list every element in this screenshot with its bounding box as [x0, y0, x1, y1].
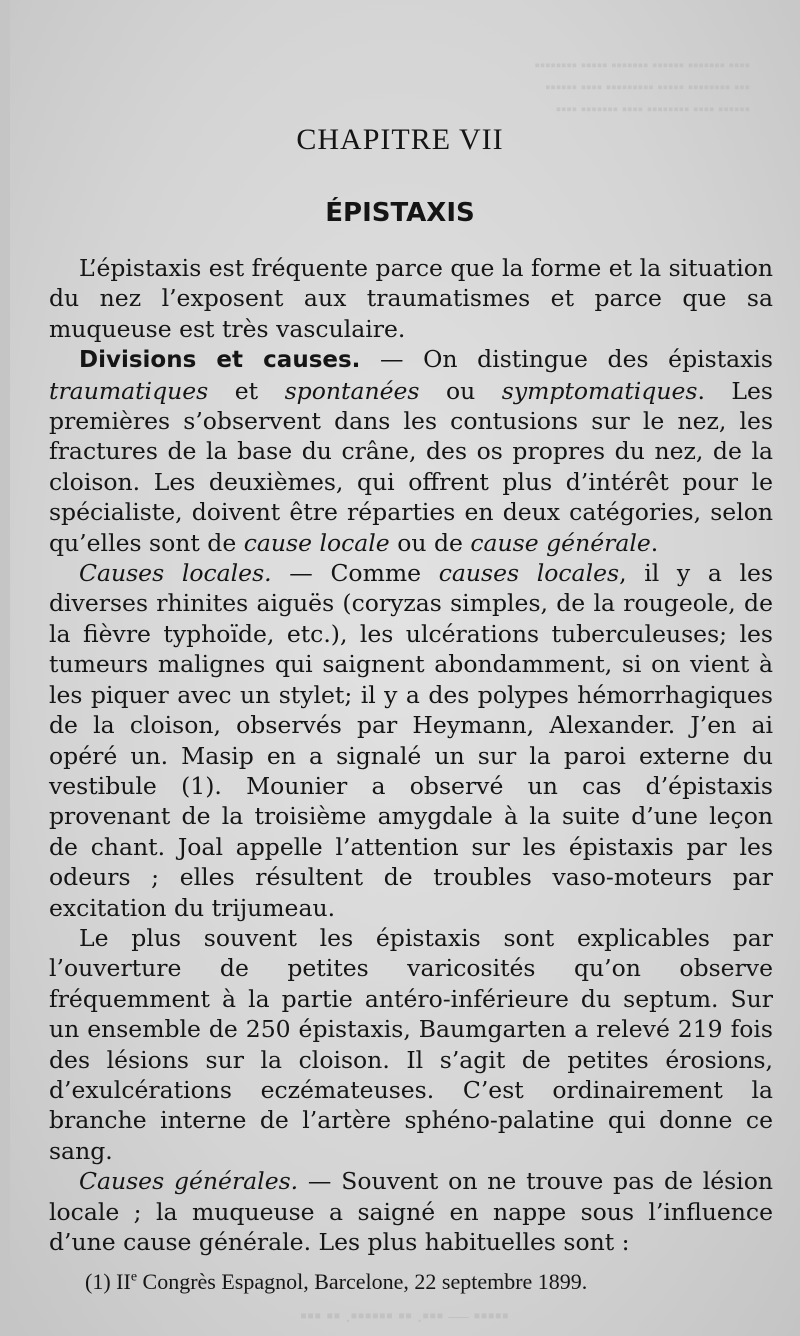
bleed-through-text: ▪▪▪▪ ▪▪▪▪▪▪▪ ▪▪▪▪▪▪ ▪▪▪▪▪▪▪ ▪▪▪▪▪ ▪▪▪▪▪▪▪▪ ▪▪▪ ▪▪▪▪▪▪▪▪ ▪▪▪▪▪ ▪▪▪▪▪▪▪▪▪ ▪▪▪▪ ▪▪▪▪▪▪ ▪▪▪▪▪▪ ▪▪▪▪ ▪▪▪▪▪▪▪▪ ▪▪▪▪ ▪▪▪▪▪▪▪ ▪▪▪▪ [534, 58, 750, 118]
run-in-heading: Causes générales. [79, 1167, 299, 1196]
chapter-heading: CHAPITRE VII [296, 123, 504, 156]
run-in-heading: Causes locales. [79, 559, 272, 588]
run-in-heading: Divisions et causes. [79, 347, 361, 374]
paragraph-causes-generales: Causes générales. — Souvent on ne trouve pas de lésion locale ; la muqueuse a saigné en nappe sous l’influence d’une cause générale. Les plus habituelles sont : [49, 1167, 773, 1256]
paragraph-plus-souvent: Le plus souvent les épistaxis sont explicables par l’ouverture de petites varicosités qu’on observe fréquemment à la partie antéro-inférieure du septum. Sur un ensemble de 250 épistaxis, Baumgarten a relevé 219 fois des lésions sur la cloison. Il s’agit de petites érosions, d’exulcérations eczémateuses. C’est ordinairement la branche interne de l’artère sphéno-palatine qui donne ce sang. [49, 923, 773, 1165]
paragraph-causes-locales: Causes locales. — Comme causes locales, il y a les diverses rhinites aiguës (coryzas simples, de la rougeole, de la fièvre typhoïde, etc.), les ulcérations tuberculeuses; les tumeurs malignes qui saignent abondamment, si on vient à les piquer avec un stylet; il y a des polypes hémorrhagiques de la cloison, observés par Heymann, Alexander. J’en ai opéré un. Masip en a signalé un sur la paroi externe du vestibule (1). Mounier a observé un cas d’épistaxis provenant de la troisième amygdale à la suite d’une leçon de chant. Joal appelle l’attention sur les épistaxis par les odeurs ; elles résultent de troubles vaso-moteurs par excitation du trijumeau. [49, 559, 773, 922]
footnote: (1) IIe Congrès Espagnol, Barcelone, 22 septembre 1899. [85, 1269, 588, 1294]
bleed-through-footer: ▪▪▪▪▪ — ▪▪▪. ▪▪ ▪▪▪▪▪▪. ▪▪ ▪▪▪ [300, 1305, 509, 1327]
section-title: ÉPISTAXIS [325, 198, 475, 228]
paragraph-intro: L’épistaxis est fréquente parce que la forme et la situation du nez l’exposent aux traumatismes et parce que sa muqueuse est très vasculaire. [49, 254, 773, 343]
body-text [49, 253, 773, 1257]
paragraph-divisions: Divisions et causes. — On distingue des épistaxis traumatiques et spontanées ou symptomatiques. Les premières s’observent dans les contusions sur le nez, les fractures de la base du crâne, des os propres du nez, de la cloison. Les deuxièmes, qui offrent plus d’intérêt pour le spécialiste, doivent être réparties en deux catégories, selon qu’elles sont de cause locale ou de cause générale. [49, 345, 773, 557]
